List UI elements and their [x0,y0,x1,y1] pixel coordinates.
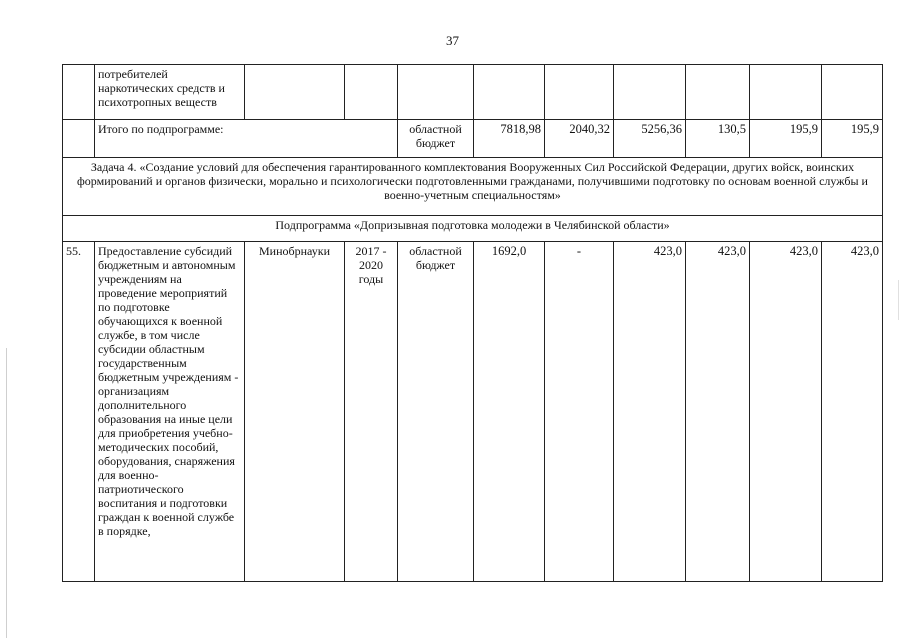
year-2020-cell: 423,0 [750,242,822,582]
year-2018-cell: 5256,36 [614,120,686,158]
year-2017-cell [545,65,614,120]
year-2020-cell [750,65,822,120]
total-cell [474,65,545,120]
subprogram-heading: Подпрограмма «Допризывная подготовка молодежи в Челябинской области» [63,216,883,242]
total-cell: 7818,98 [474,120,545,158]
table-row-subprogram-total [63,120,883,158]
year-2019-cell: 423,0 [686,242,750,582]
period-cell: 2017 - 2020 годы [345,242,398,582]
measure-name-cell: Предоставление субсидий бюджетным и автономным учреждениям на проведение мероприятий по подготовке обучающихся к военной службе, в том числе субсидии областным государственным бюджетным учреждениям - организациям дополнительного образования на иные цели для приобретения учебно-методических пособий, оборудования, снаряжения для военно-патриотического воспитания и подготовки граждан к военной службе в порядке, [95,242,245,582]
program-table [62,64,883,582]
scan-artifact-line [898,280,899,320]
year-2017-cell: - [545,242,614,582]
table-row-subprogram-heading [63,216,883,242]
task-heading: Задача 4. «Создание условий для обеспечения гарантированного комплектования Вооруженных Сил Российской Федерации, других войск, воинских формирований и органов физически, морально и психологически подготовленными гражданами, получившими подготовку по основам военной службы и военно-учетным специальностям» [63,158,883,216]
executor-cell: Минобрнауки [245,242,345,582]
year-2019-cell: 130,5 [686,120,750,158]
row-number-cell [63,120,95,158]
year-2018-cell [614,65,686,120]
source-cell: областной бюджет [398,242,474,582]
total-cell: 1692,0 [474,242,545,582]
source-cell [398,65,474,120]
year-2021-cell [822,65,883,120]
scan-artifact-line [6,348,7,638]
executor-cell [245,65,345,120]
page-number: 37 [446,33,459,48]
year-2017-cell: 2040,32 [545,120,614,158]
table-row-drug-continuation [63,65,883,120]
year-2021-cell: 423,0 [822,242,883,582]
source-cell: областной бюджет [398,120,474,158]
period-cell [345,65,398,120]
year-2021-cell: 195,9 [822,120,883,158]
table-row-task-heading [63,158,883,216]
table-row [63,242,883,582]
measure-name-cell: потребителей наркотических средств и психотропных веществ [95,65,245,120]
subprogram-total-label: Итого по подпрограмме: [95,120,398,158]
year-2019-cell [686,65,750,120]
row-number-cell: 55. [63,242,95,582]
year-2020-cell: 195,9 [750,120,822,158]
row-number-cell [63,65,95,120]
year-2018-cell: 423,0 [614,242,686,582]
